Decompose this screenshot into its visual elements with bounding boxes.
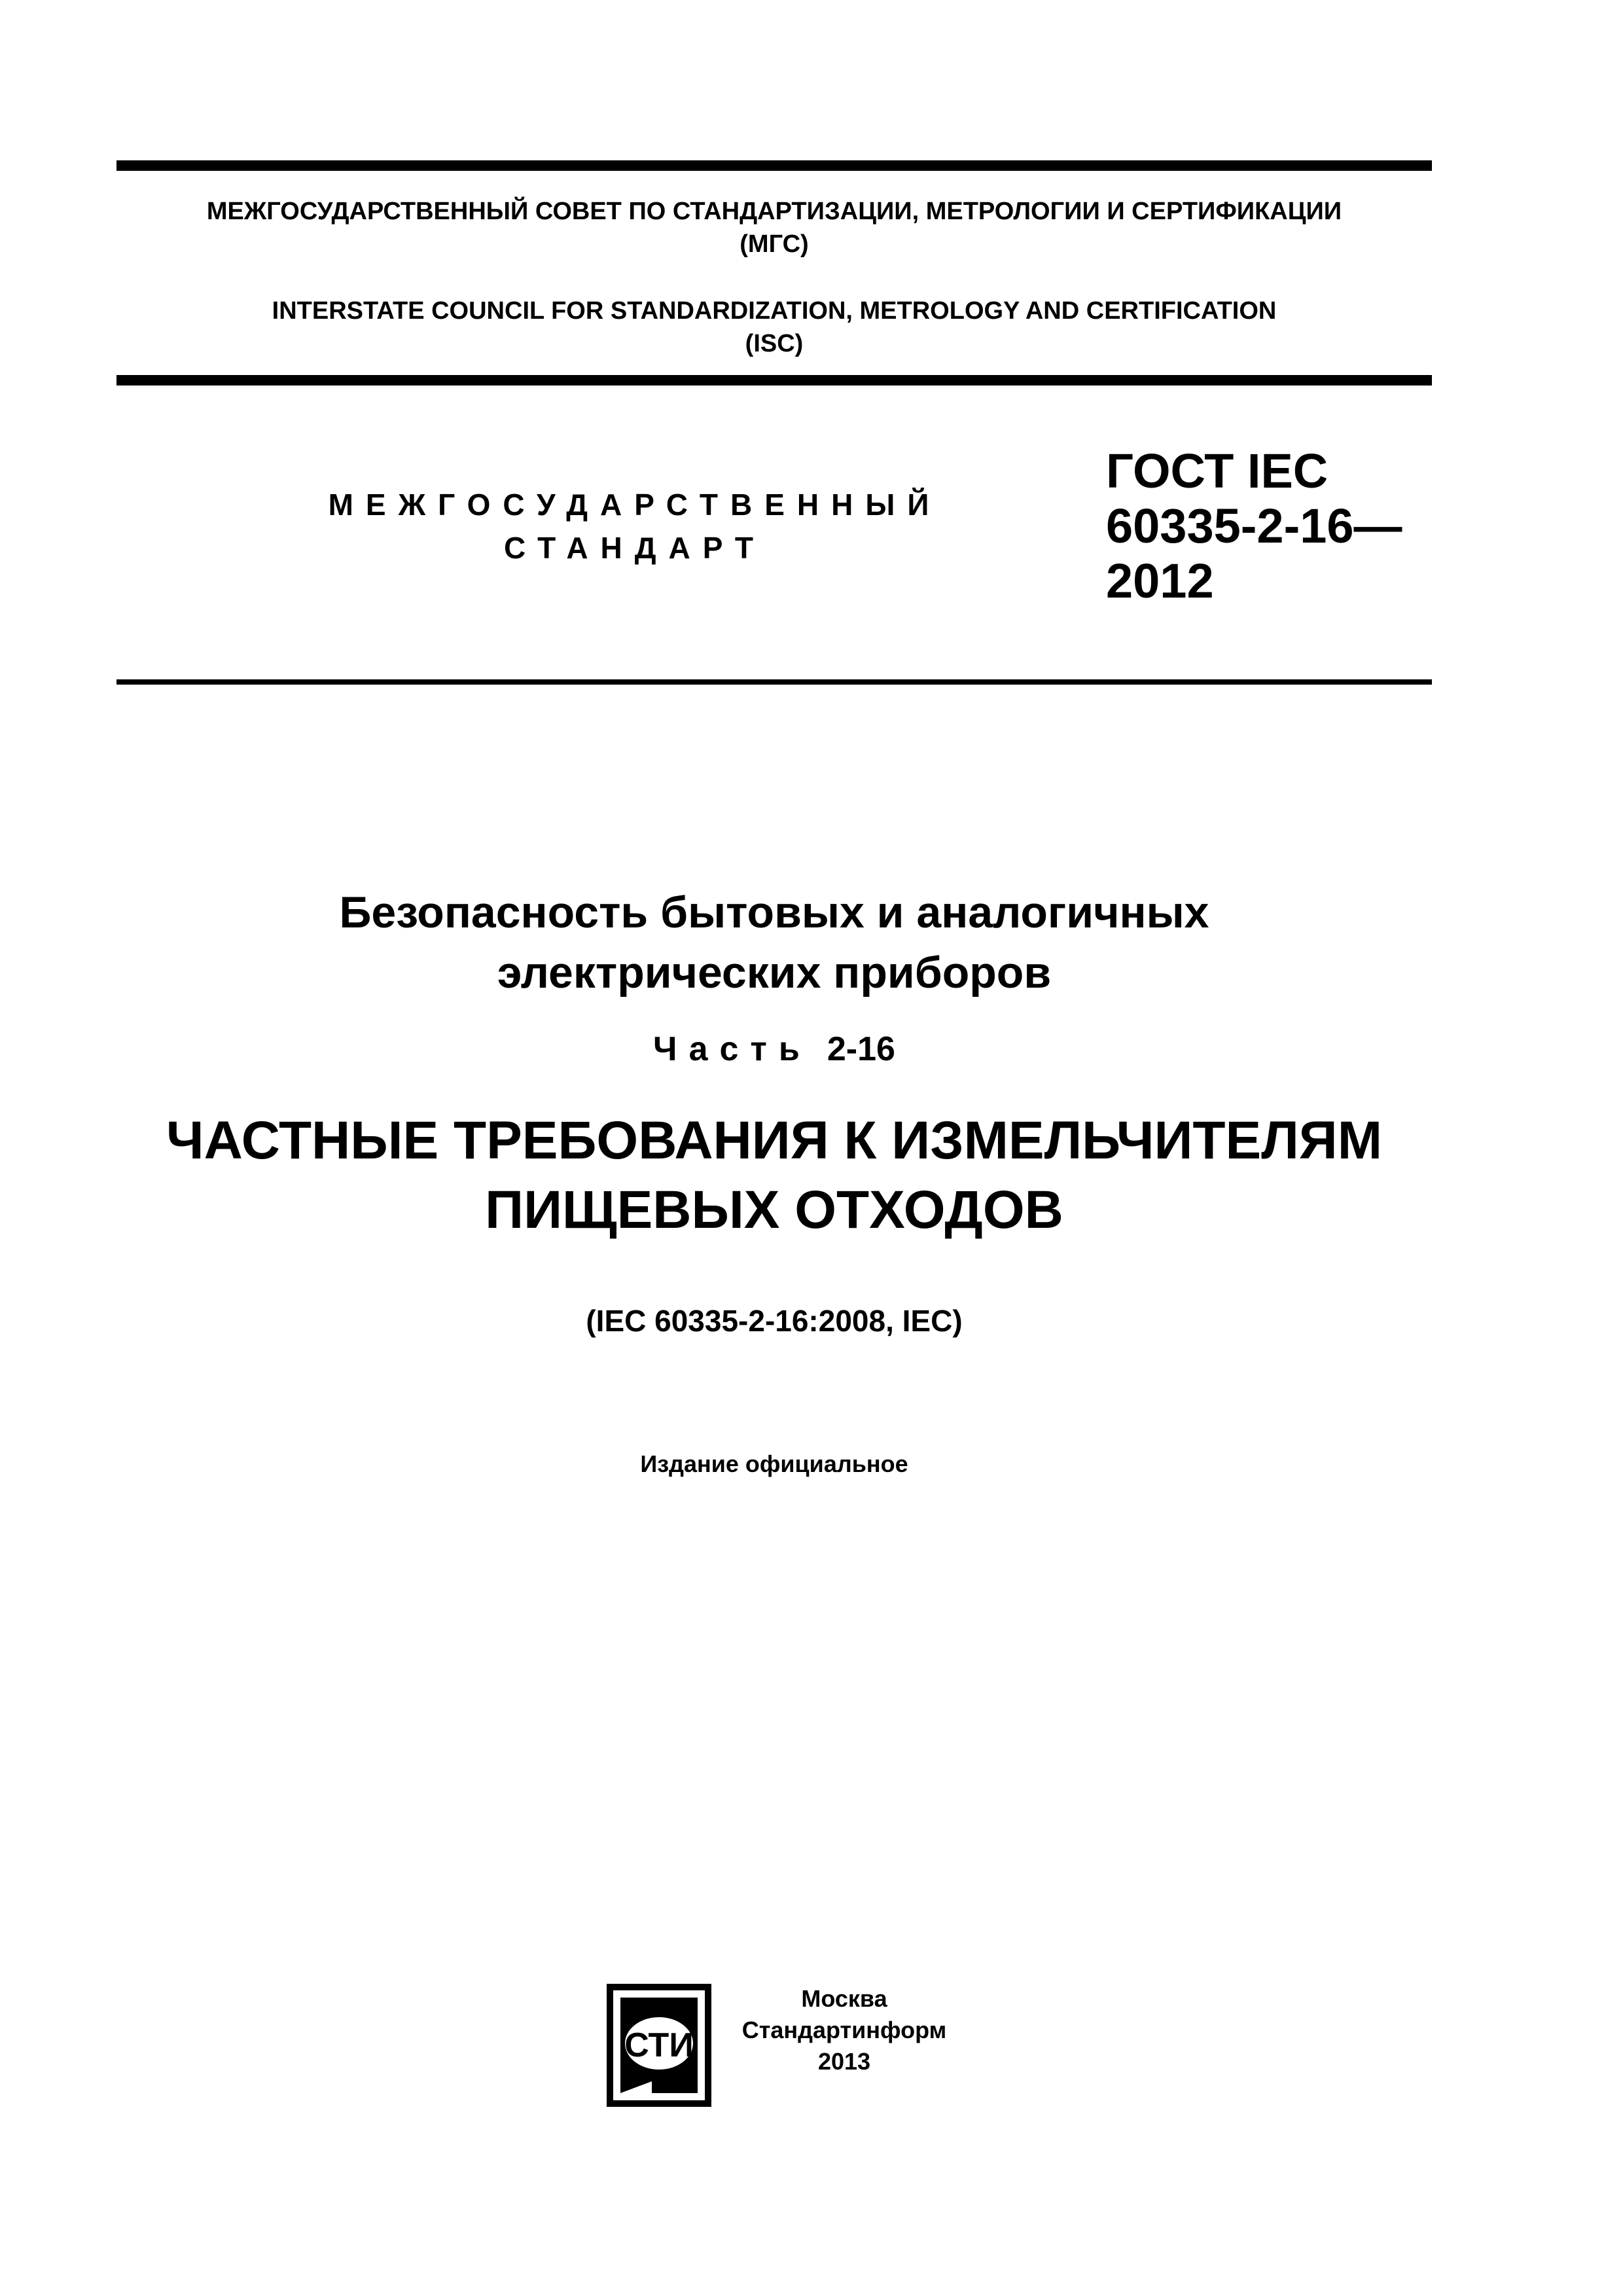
standard-number-line1: ГОСТ IEC [1106,444,1329,498]
publisher-logo-icon [606,1983,712,2108]
council-abbr-en: (ISC) [745,330,804,357]
council-name-en-line1: INTERSTATE COUNCIL FOR STANDARDIZATION, METROLOGY AND CERTIFICATION [272,297,1277,325]
council-name-ru [116,195,1432,260]
standard-type [288,483,982,569]
edition-note: Издание официальное [640,1450,908,1477]
part-label [116,1026,1432,1072]
standard-type-line2: СТАНДАРТ [504,531,766,565]
standard-number-line2: 60335-2-16— [1106,499,1402,553]
specific-title [116,1106,1432,1245]
general-title-line2: электрических приборов [497,948,1052,997]
publisher-year: 2013 [817,2048,871,2075]
specific-title-line1: ЧАСТНЫЕ ТРЕБОВАНИЯ К ИЗМЕЛЬЧИТЕЛЯМ [166,1111,1382,1170]
part-word: Часть [653,1030,812,1068]
council-abbr-ru: (МГС) [740,230,809,258]
general-title-line1: Безопасность бытовых и аналогичных [339,888,1209,937]
general-title [116,882,1432,1003]
standard-number [1106,444,1472,609]
standard-number-year: 2012 [1106,554,1214,608]
middle-rule [116,375,1432,386]
publisher-name: Стандартинформ [741,2017,947,2043]
svg-text:СТИ: СТИ [624,2026,694,2064]
council-name-en [116,295,1432,360]
publisher-info [720,1983,969,2077]
specific-title-line2: ПИЩЕВЫХ ОТХОДОВ [485,1180,1063,1240]
standard-type-line1: МЕЖГОСУДАРСТВЕННЫЙ [328,488,942,522]
publisher-city: Москва [801,1985,887,2012]
iec-reference: (IEC 60335-2-16:2008, IEC) [586,1304,963,1338]
bottom-rule [116,679,1432,685]
council-name-ru-line1: МЕЖГОСУДАРСТВЕННЫЙ СОВЕТ ПО СТАНДАРТИЗАЦИИ, МЕТРОЛОГИИ И СЕРТИФИКАЦИИ [206,198,1342,225]
part-number: 2-16 [827,1030,895,1068]
top-rule [116,160,1432,171]
